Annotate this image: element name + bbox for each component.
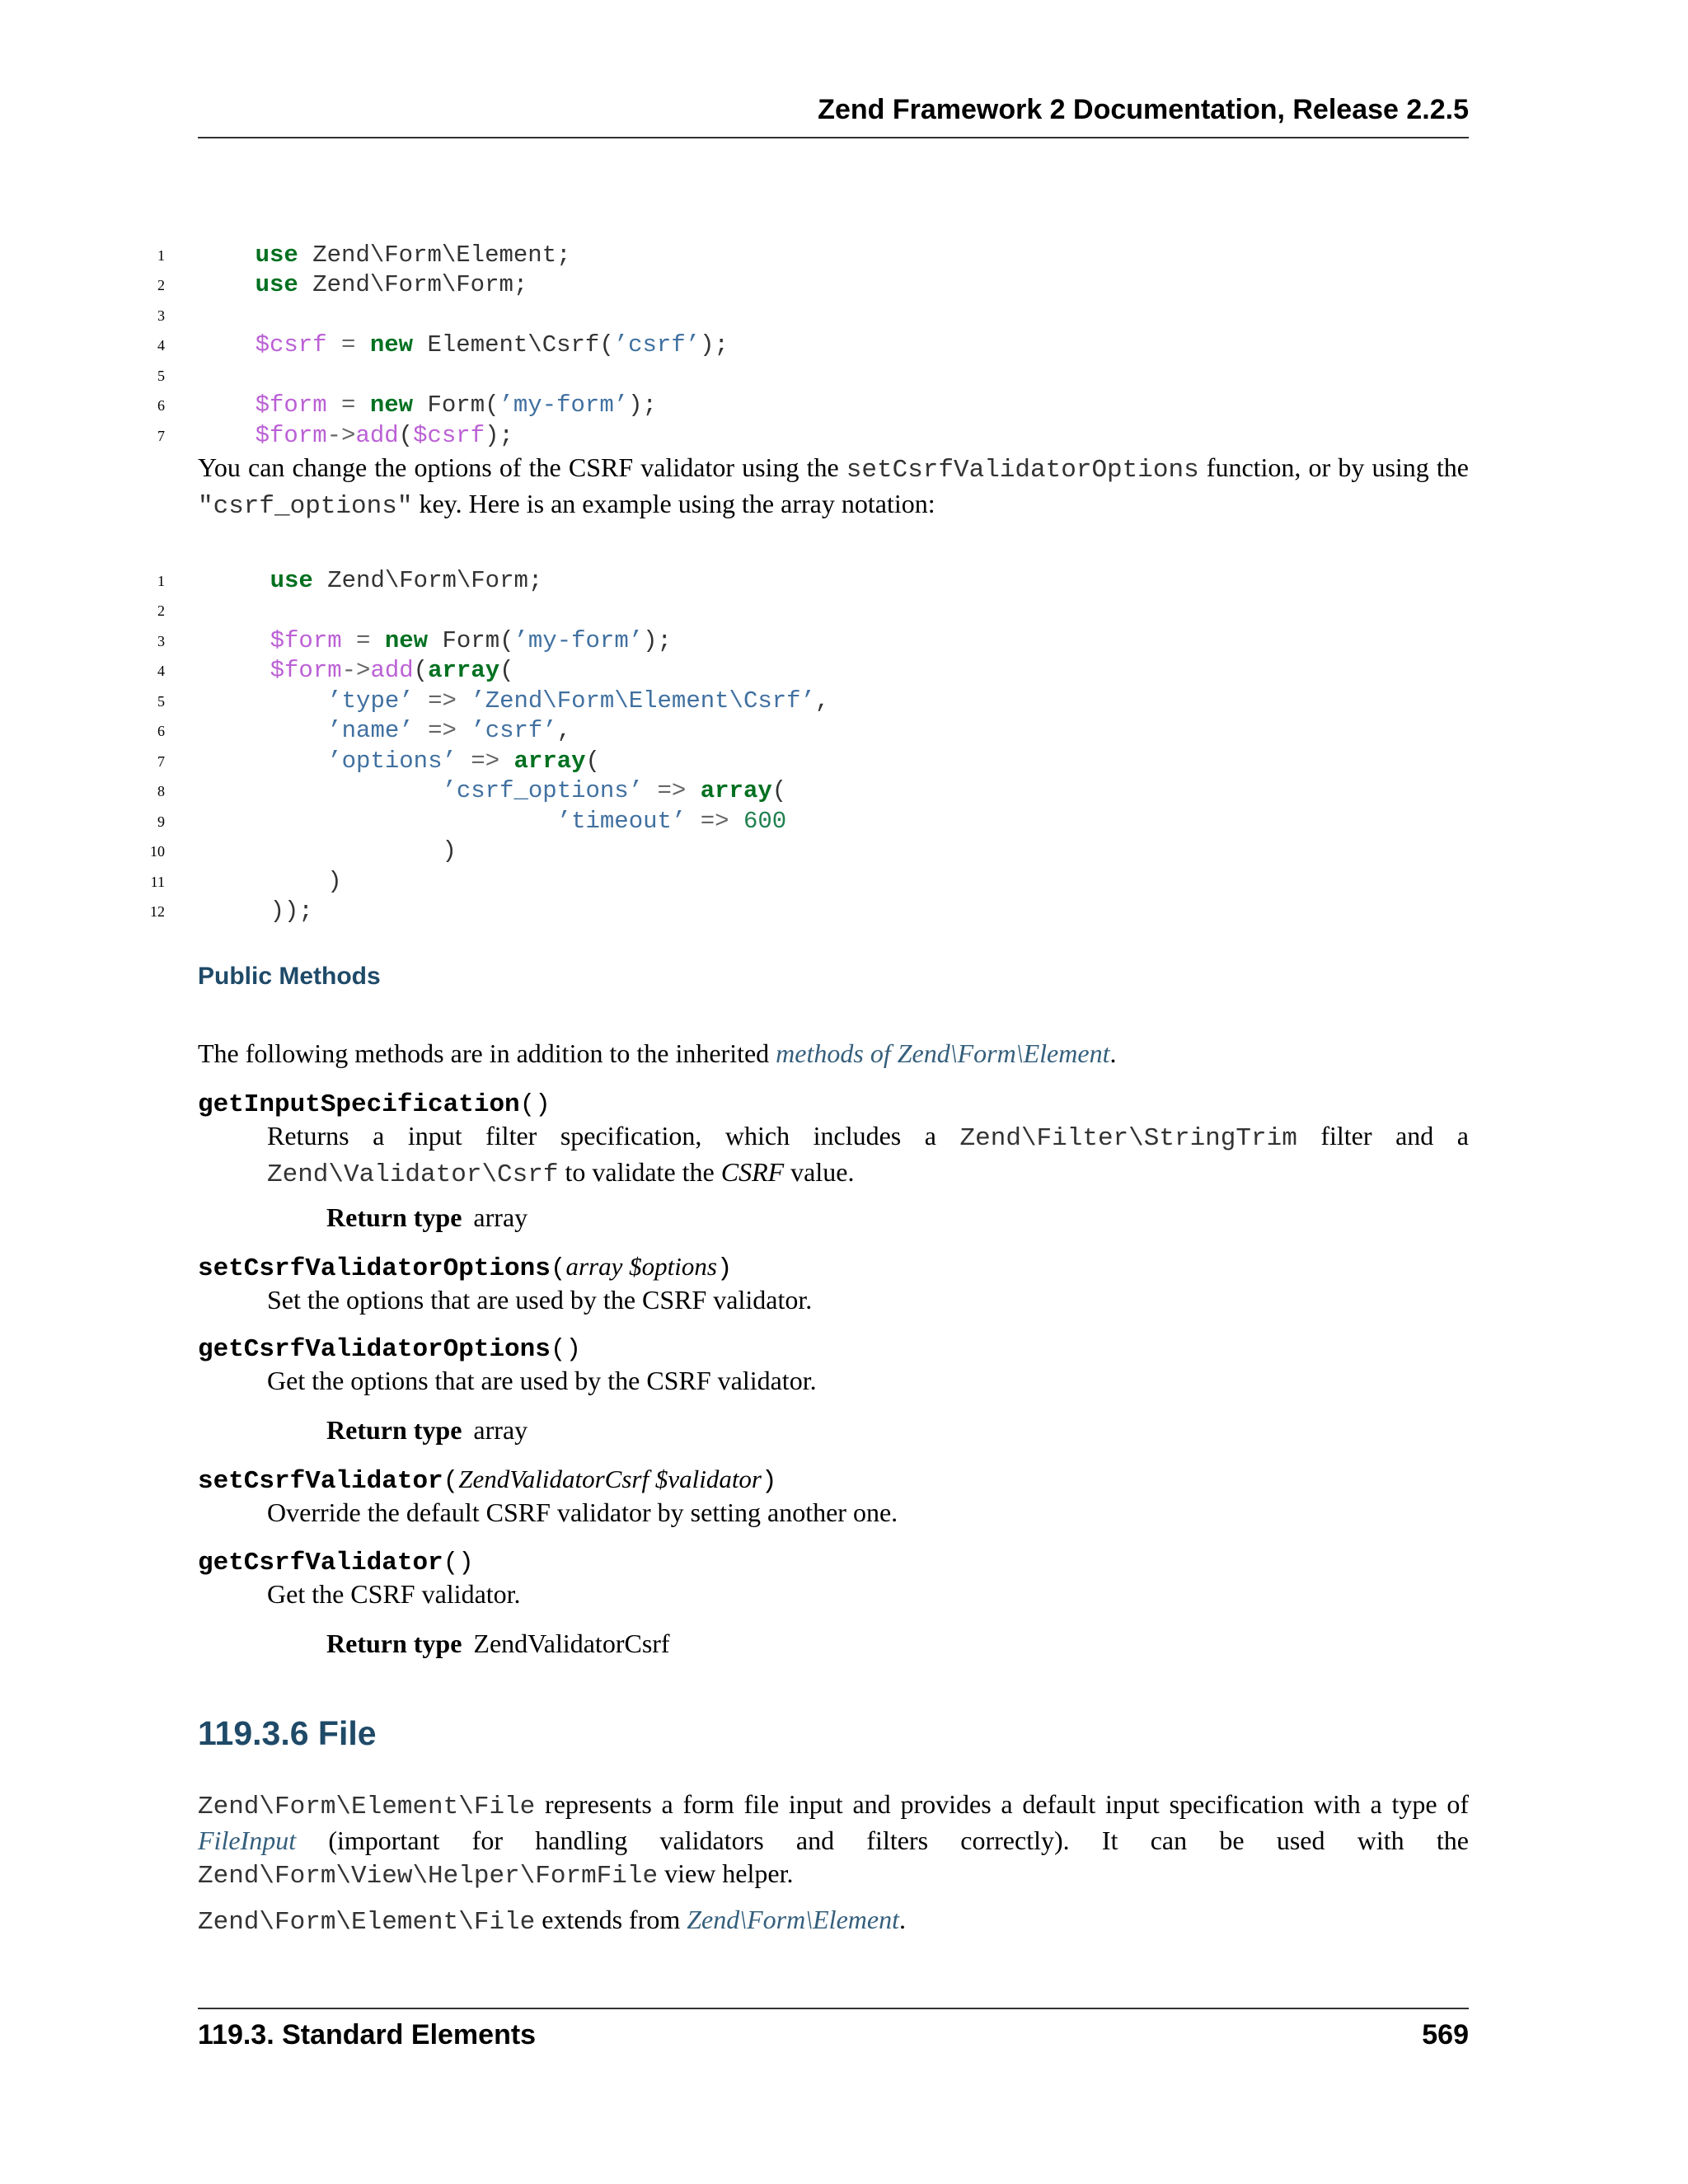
code-line xyxy=(157,687,829,744)
code-string: ’timeout’ xyxy=(556,807,687,835)
code-text: Element\Csrf( xyxy=(413,331,614,359)
method-parens: ( xyxy=(443,1467,459,1496)
method-description: Get the options that are used by the CSRF validator. xyxy=(267,1366,817,1395)
code-keyword: use xyxy=(270,566,313,594)
code-text: Zend\Form\Element; xyxy=(298,241,571,269)
return-type xyxy=(326,1201,528,1234)
code-text: Form( xyxy=(428,626,514,654)
text: key. Here is an example using the array notation: xyxy=(412,489,935,518)
code-text: ); xyxy=(643,626,672,654)
file-section-heading: 119.3.6 File xyxy=(198,1714,377,1752)
code-variable: $form xyxy=(255,421,327,449)
methods-intro-paragraph xyxy=(198,1037,1469,1070)
line-number: 3 xyxy=(157,307,165,324)
method-parens: () xyxy=(519,1090,551,1119)
code-method: add xyxy=(370,657,414,684)
code-keyword: use xyxy=(255,271,298,298)
code-line xyxy=(157,330,729,384)
code-line xyxy=(157,596,829,654)
code-line xyxy=(157,747,829,804)
code-operator: -> xyxy=(341,657,371,684)
code-keyword: array xyxy=(513,747,586,775)
code-text: , xyxy=(814,687,830,715)
inline-code: Zend\Form\Element\File xyxy=(198,1908,536,1937)
code-text: ) xyxy=(270,867,342,895)
code-variable: $csrf xyxy=(255,331,327,359)
method-signature-setcsrfvalidator xyxy=(198,1463,777,1498)
method-description: Get the CSRF validator. xyxy=(267,1579,521,1609)
file-description-paragraph xyxy=(198,1788,1469,1893)
text: extends from xyxy=(535,1905,687,1934)
code-string: ’name’ xyxy=(327,717,414,744)
method-name: setCsrfValidatorOptions xyxy=(198,1254,551,1283)
method-description xyxy=(267,1119,1469,1192)
return-type-label: Return type xyxy=(326,1415,462,1445)
line-number: 6 xyxy=(157,723,165,739)
method-signature-setcsrfvalidatoroptions xyxy=(198,1250,733,1286)
code-string: ’my-form’ xyxy=(499,391,629,419)
inline-code: Zend\Form\Element\File xyxy=(198,1793,536,1821)
method-name: getCsrfValidator xyxy=(198,1549,443,1577)
method-param: ZendValidatorCsrf $validator xyxy=(458,1465,762,1493)
return-type-value: array xyxy=(473,1202,528,1232)
method-signature-getinputspecification xyxy=(198,1086,551,1122)
code-operator: => xyxy=(456,747,514,775)
code-text: ( xyxy=(585,747,600,775)
text: filter and a xyxy=(1296,1121,1470,1151)
line-number: 12 xyxy=(150,903,165,920)
element-methods-link[interactable]: methods of Zend\Form\Element xyxy=(776,1038,1110,1068)
code-line xyxy=(157,210,729,269)
code-number: 600 xyxy=(743,807,787,835)
code-method: add xyxy=(355,421,399,449)
code-text: Form( xyxy=(413,391,499,419)
code-text: ); xyxy=(485,421,513,449)
code-line xyxy=(157,776,829,835)
code-string: ’csrf’ xyxy=(613,331,701,359)
code-line xyxy=(157,241,729,298)
line-number: 4 xyxy=(157,337,165,354)
code-line xyxy=(150,807,829,865)
code-string: ’type’ xyxy=(327,687,414,715)
code-variable: $csrf xyxy=(413,421,485,449)
text: to validate the xyxy=(558,1157,721,1187)
method-parens: () xyxy=(550,1335,582,1364)
line-number: 1 xyxy=(157,246,165,264)
inline-code: Zend\Form\View\Helper\FormFile xyxy=(198,1862,659,1891)
method-signature-getcsrfvalidator xyxy=(198,1544,474,1580)
code-keyword: new xyxy=(369,391,414,419)
return-type-value: ZendValidatorCsrf xyxy=(473,1629,670,1658)
zend-form-element-link[interactable]: Zend\Form\Element xyxy=(687,1905,899,1934)
method-parens: ) xyxy=(762,1467,777,1496)
code-text: ); xyxy=(700,331,729,359)
code-text: Zend\Form\Form; xyxy=(312,566,543,594)
text: function, or by using the xyxy=(1198,452,1470,482)
line-number: 2 xyxy=(157,602,165,619)
text: (important for handling validators and filters correctly). It can be used with the xyxy=(296,1825,1469,1855)
code-line xyxy=(157,716,829,775)
header-title: Zend Framework 2 Documentation, Release 2.2.5 xyxy=(818,94,1469,125)
running-header xyxy=(198,91,1469,138)
method-name: setCsrfValidator xyxy=(198,1467,443,1496)
line-number: 9 xyxy=(157,813,165,830)
running-footer xyxy=(198,2008,1469,2054)
code-operator: = xyxy=(326,391,370,419)
fileinput-link[interactable]: FileInput xyxy=(198,1825,297,1855)
code-keyword: array xyxy=(428,657,500,684)
code-string: ’csrf’ xyxy=(471,717,557,744)
method-param: array $options xyxy=(565,1252,717,1281)
code-string: ’csrf_options’ xyxy=(442,777,644,804)
csrf-options-paragraph xyxy=(198,451,1469,523)
text: represents a form file input and provides a default input specification with a type of xyxy=(535,1789,1469,1819)
code-line xyxy=(157,536,829,594)
code-operator: -> xyxy=(326,421,356,449)
text: value. xyxy=(784,1157,855,1187)
line-number: 7 xyxy=(157,427,165,444)
line-number: 3 xyxy=(157,632,165,649)
line-number: 5 xyxy=(157,367,165,384)
return-type xyxy=(326,1413,528,1446)
line-number: 6 xyxy=(157,397,165,414)
line-number: 11 xyxy=(150,873,165,890)
method-parens: ) xyxy=(716,1254,733,1283)
code-string: ’options’ xyxy=(327,747,457,775)
code-keyword: array xyxy=(700,777,772,804)
file-extends-paragraph xyxy=(198,1903,1469,1939)
code-block-1 xyxy=(157,210,729,449)
code-line xyxy=(157,301,729,359)
code-variable: $form xyxy=(270,626,342,654)
code-variable: $form xyxy=(270,657,342,684)
code-operator: => xyxy=(413,717,471,744)
line-number: 7 xyxy=(157,752,165,770)
page-number: 569 xyxy=(1422,2019,1469,2050)
code-keyword: new xyxy=(384,626,429,654)
code-operator: => xyxy=(643,777,701,804)
text: The following methods are in addition to the inherited xyxy=(198,1038,776,1068)
line-number: 1 xyxy=(157,572,165,589)
code-operator: = xyxy=(341,626,385,654)
code-line xyxy=(157,626,829,684)
return-type-label: Return type xyxy=(326,1202,462,1232)
code-block-2 xyxy=(150,536,830,925)
line-number: 5 xyxy=(157,692,165,710)
code-text: ( xyxy=(398,421,414,449)
code-line xyxy=(157,566,829,619)
inline-code: setCsrfValidatorOptions xyxy=(846,456,1199,485)
code-text: Zend\Form\Form; xyxy=(298,271,528,298)
method-description: Set the options that are used by the CSRF validator. xyxy=(267,1285,813,1315)
line-number: 2 xyxy=(157,277,165,293)
code-variable: $form xyxy=(255,391,327,419)
code-line xyxy=(157,270,729,324)
code-line xyxy=(157,361,729,419)
code-text: )); xyxy=(270,898,313,925)
method-name: getCsrfValidatorOptions xyxy=(198,1335,551,1364)
inline-code: "csrf_options" xyxy=(198,492,413,521)
code-text: ); xyxy=(628,391,657,419)
code-operator: => xyxy=(686,807,743,835)
footer-section: 119.3. Standard Elements xyxy=(198,2019,537,2050)
return-type-label: Return type xyxy=(326,1629,462,1658)
return-type-value: array xyxy=(473,1415,528,1445)
code-string: ’my-form’ xyxy=(513,626,644,654)
code-line xyxy=(157,656,830,715)
text: You can change the options of the CSRF validator using the xyxy=(198,452,846,482)
code-operator: => xyxy=(413,687,471,715)
code-operator: = xyxy=(326,331,370,359)
code-string: ’Zend\Form\Element\Csrf’ xyxy=(471,687,815,715)
code-keyword: new xyxy=(369,331,414,359)
code-text: ( xyxy=(413,657,429,684)
text: . xyxy=(898,1905,906,1934)
text: Returns a input filter specification, which includes a xyxy=(267,1121,960,1151)
line-number: 8 xyxy=(157,783,165,799)
line-number: 10 xyxy=(150,843,165,860)
line-number: 4 xyxy=(157,663,165,679)
inline-code: Zend\Validator\Csrf xyxy=(267,1160,559,1189)
method-signature-getcsrfvalidatoroptions xyxy=(198,1331,581,1366)
method-parens: ( xyxy=(550,1254,566,1283)
code-text: ) xyxy=(270,837,457,865)
return-type xyxy=(326,1627,670,1660)
emphasis: CSRF xyxy=(720,1157,785,1187)
code-text: ( xyxy=(499,657,514,684)
public-methods-heading: Public Methods xyxy=(198,963,381,990)
code-text: , xyxy=(556,717,572,744)
method-parens: () xyxy=(443,1549,474,1577)
code-line xyxy=(157,391,729,449)
inline-code: Zend\Filter\StringTrim xyxy=(959,1124,1297,1153)
method-name: getInputSpecification xyxy=(198,1090,520,1119)
code-keyword: use xyxy=(255,241,298,269)
text: view helper. xyxy=(658,1858,794,1888)
text: . xyxy=(1109,1038,1117,1068)
code-text: ( xyxy=(771,777,787,804)
method-description: Override the default CSRF validator by setting another one. xyxy=(267,1497,898,1527)
